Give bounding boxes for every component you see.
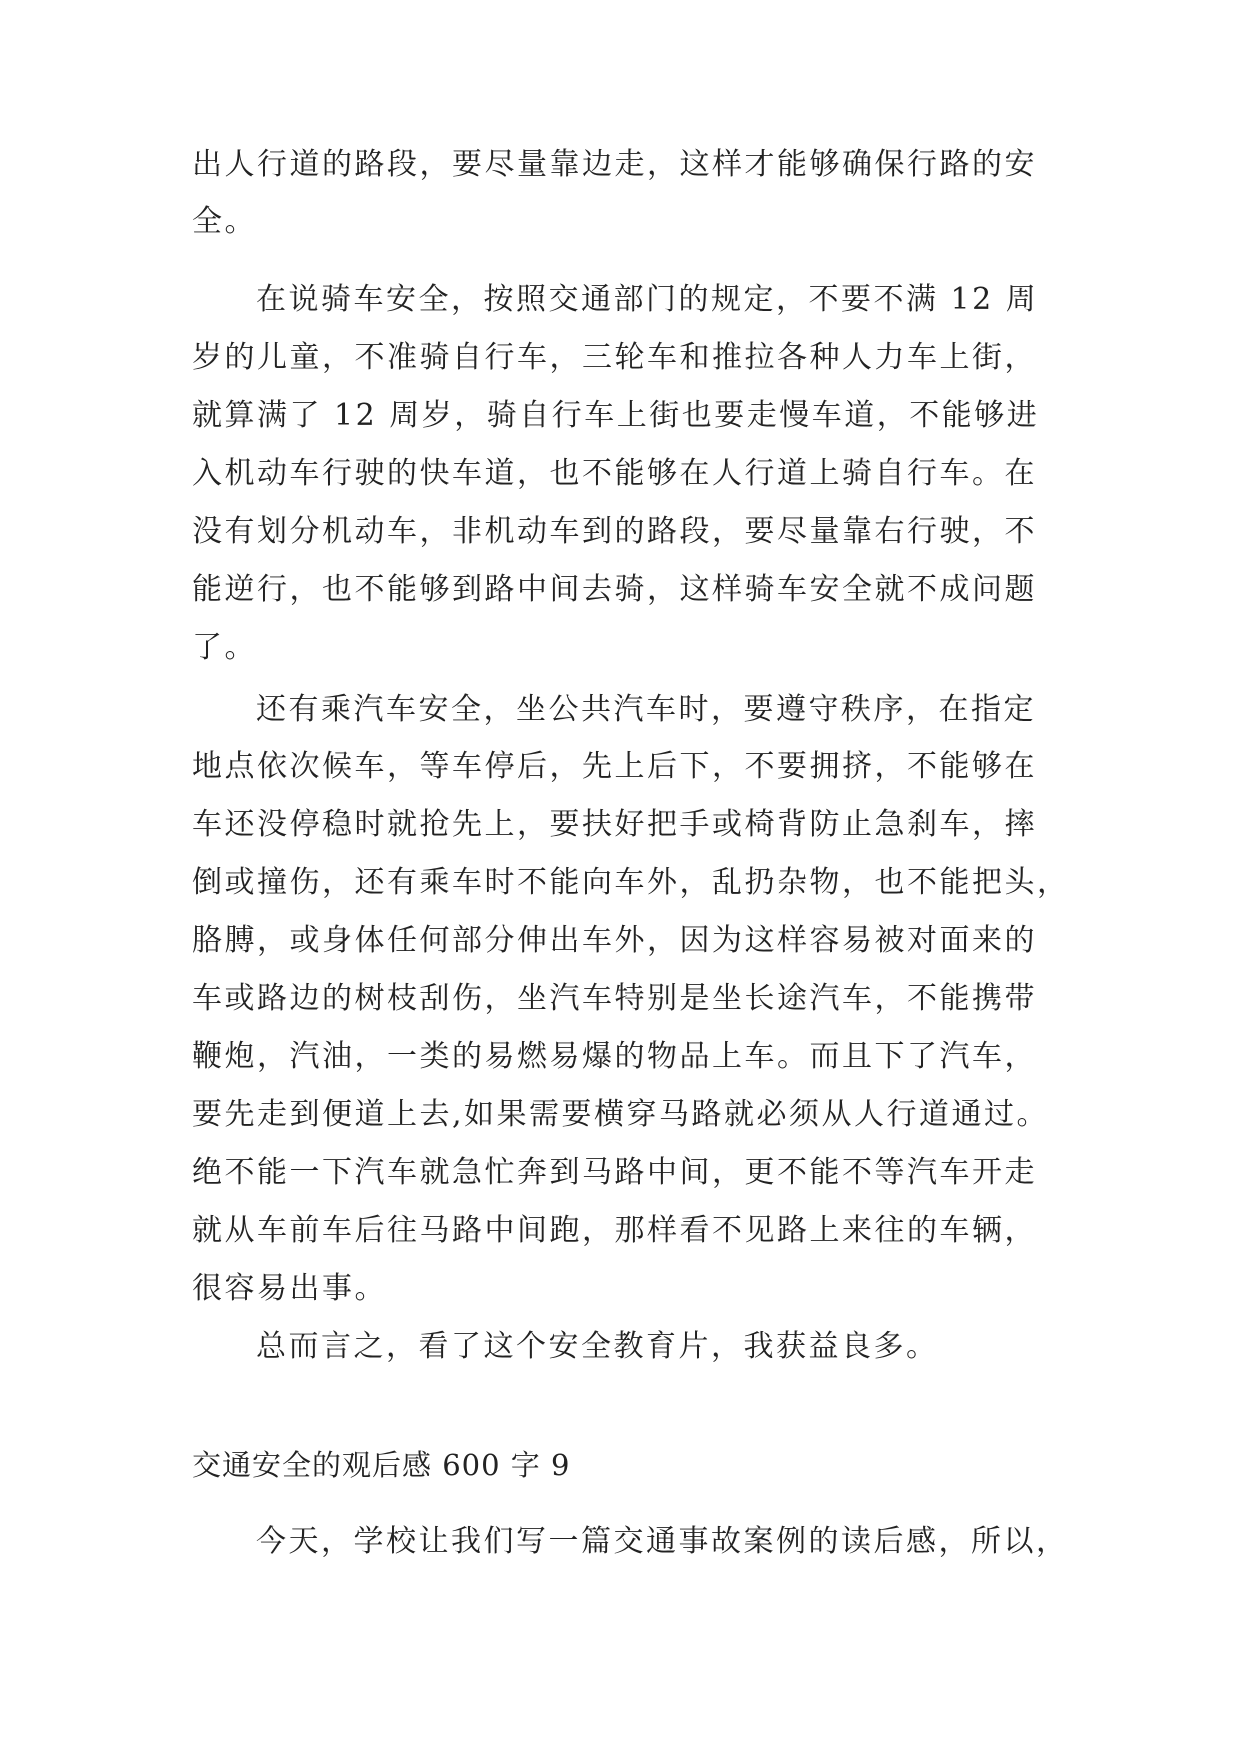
paragraph-line: 了。 [192, 630, 257, 665]
paragraph-line: 很容易出事。 [192, 1271, 387, 1306]
paragraph-line: 车或路边的树枝刮伤，坐汽车特别是坐长途汽车，不能携带 [192, 981, 1037, 1016]
paragraph-line: 入机动车行驶的快车道，也不能够在人行道上骑自行车。在 [192, 456, 1037, 491]
paragraph-line: 今天，学校让我们写一篇交通事故案例的读后感，所以， [256, 1524, 1069, 1559]
section-heading: 交通安全的观后感 600 字 9 [192, 1448, 571, 1482]
paragraph-line: 倒或撞伤，还有乘车时不能向车外，乱扔杂物，也不能把头， [192, 865, 1070, 900]
paragraph-line: 要先走到便道上去,如果需要横穿马路就必须从人行道通过。 [192, 1097, 1050, 1132]
paragraph-line: 地点依次候车，等车停后，先上后下，不要拥挤，不能够在 [192, 749, 1037, 784]
paragraph-line: 车还没停稳时就抢先上，要扶好把手或椅背防止急刹车，摔 [192, 807, 1037, 842]
paragraph-line: 还有乘汽车安全，坐公共汽车时，要遵守秩序，在指定 [256, 692, 1036, 727]
paragraph-line: 岁的儿童，不准骑自行车，三轮车和推拉各种人力车上街， [192, 340, 1037, 375]
paragraph-line: 总而言之，看了这个安全教育片，我获益良多。 [256, 1329, 939, 1364]
paragraph-line: 在说骑车安全，按照交通部门的规定，不要不满 12 周 [256, 282, 1039, 317]
paragraph-line: 没有划分机动车，非机动车到的路段，要尽量靠右行驶，不 [192, 514, 1037, 549]
paragraph-line: 就算满了 12 周岁，骑自行车上街也要走慢车道，不能够进 [192, 398, 1040, 433]
paragraph-line: 胳膊，或身体任何部分伸出车外，因为这样容易被对面来的 [192, 923, 1037, 958]
paragraph-line: 出人行道的路段，要尽量靠边走，这样才能够确保行路的安 [192, 147, 1037, 182]
paragraph-line: 绝不能一下汽车就急忙奔到马路中间，更不能不等汽车开走 [192, 1155, 1037, 1190]
paragraph-line: 鞭炮，汽油，一类的易燃易爆的物品上车。而且下了汽车， [192, 1039, 1037, 1074]
paragraph-line: 能逆行，也不能够到路中间去骑，这样骑车安全就不成问题 [192, 572, 1037, 607]
paragraph-line: 全。 [192, 204, 257, 239]
paragraph-line: 就从车前车后往马路中间跑，那样看不见路上来往的车辆， [192, 1213, 1037, 1248]
